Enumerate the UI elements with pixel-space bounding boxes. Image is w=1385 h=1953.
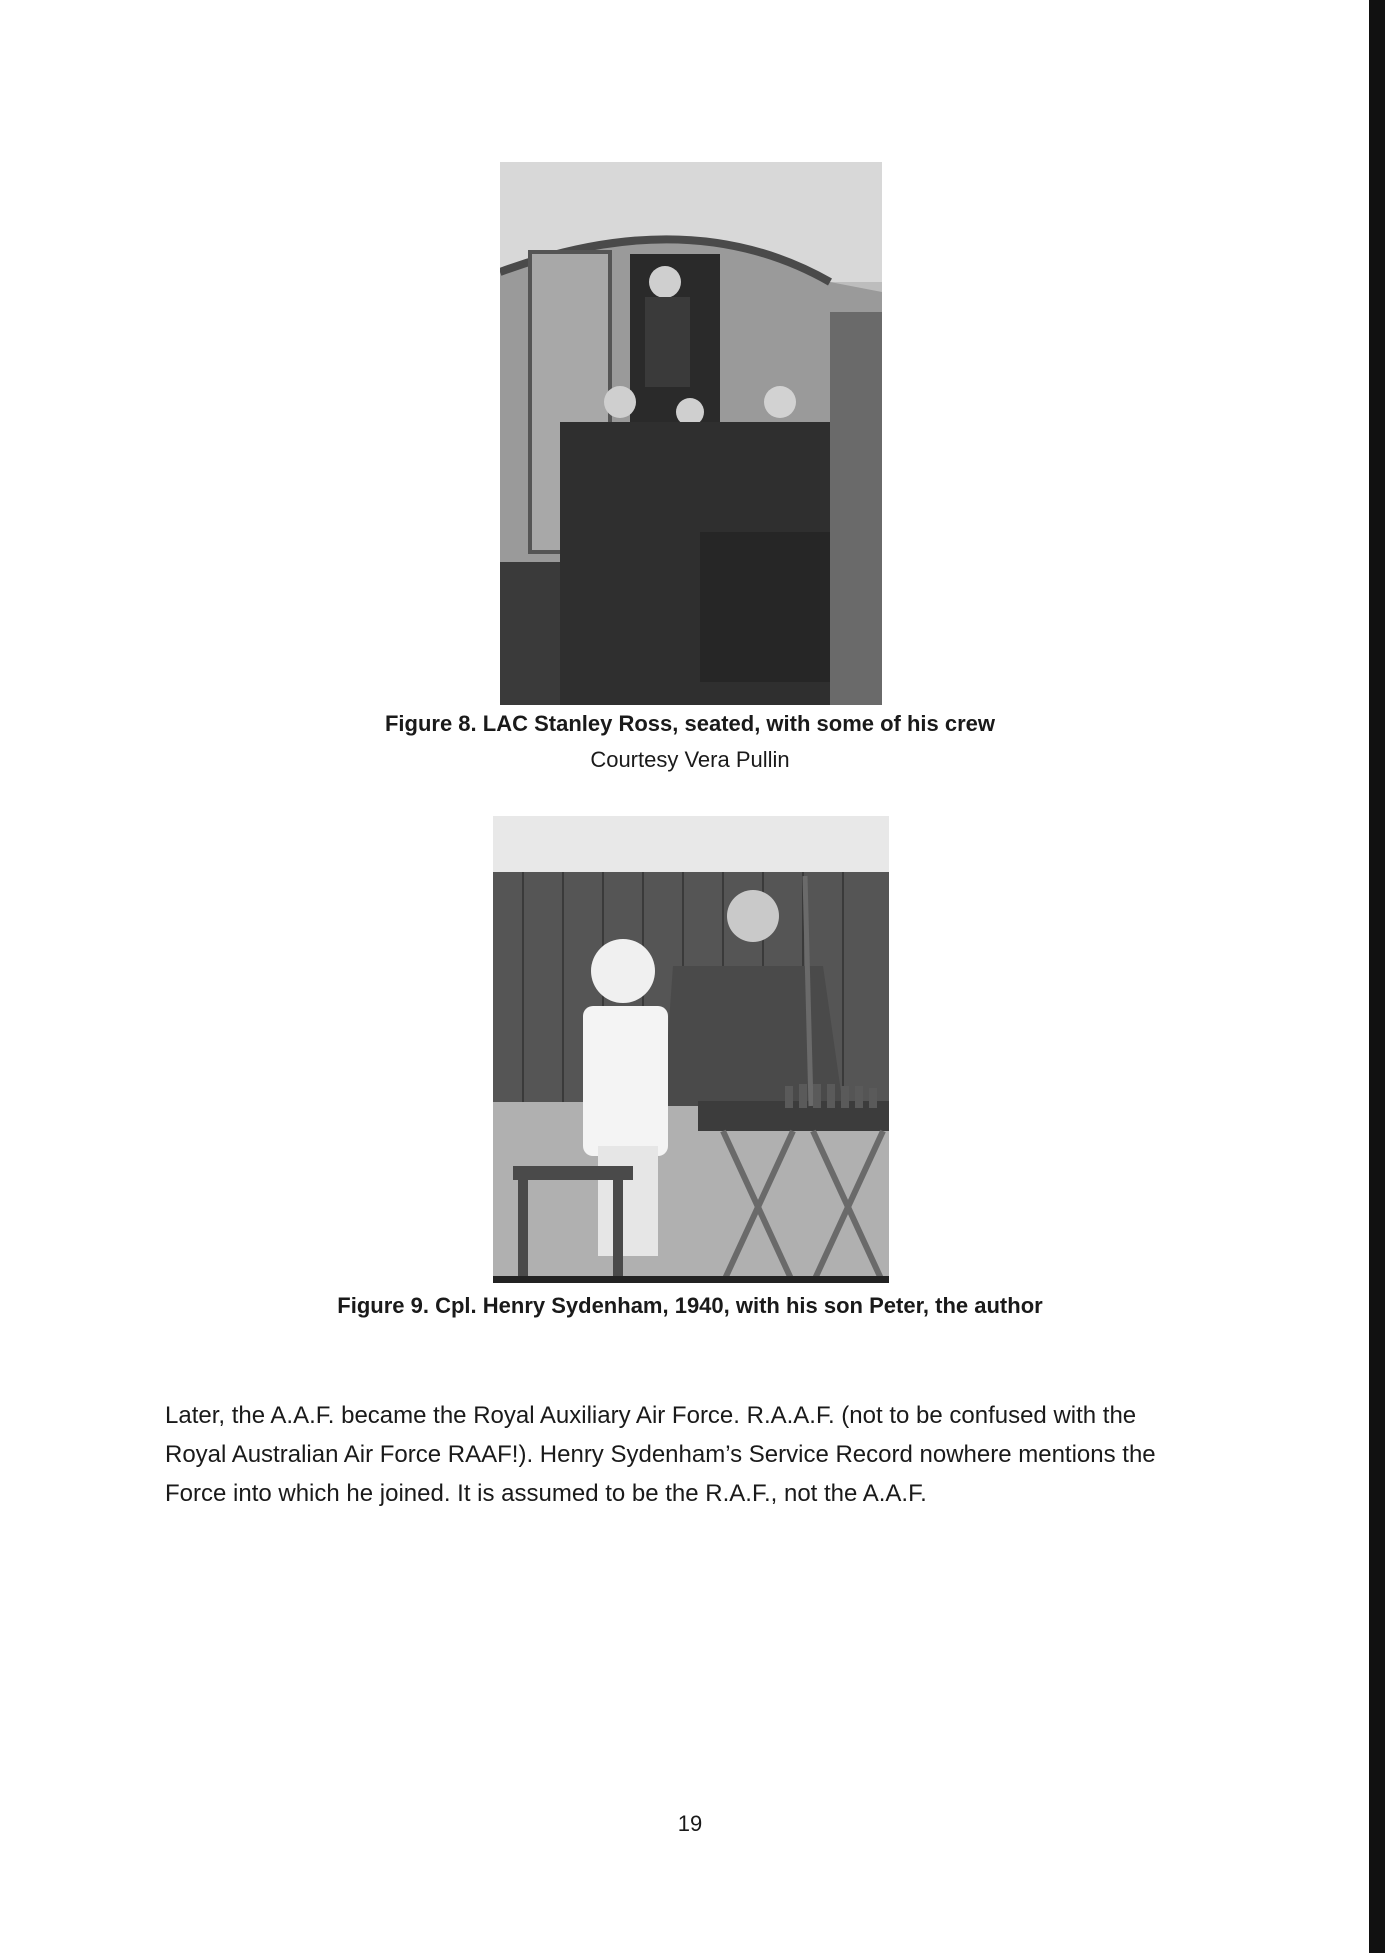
page-number: 19 xyxy=(677,1811,703,1836)
body-line: Force into which he joined. It is assumed to be the R.A.F., not the A.A.F. xyxy=(165,1480,927,1507)
body-paragraph xyxy=(165,1396,1225,1513)
body-line: Later, the A.A.F. became the Royal Auxiliary Air Force. R.A.A.F. (not to be confused with the xyxy=(165,1402,1137,1429)
figure-9-caption: Figure 9. Cpl. Henry Sydenham, 1940, with his son Peter, the author xyxy=(337,1293,1043,1318)
figure-8-caption: Figure 8. LAC Stanley Ross, seated, with some of his crew xyxy=(384,711,996,736)
page-edge-shadow xyxy=(1369,0,1385,1953)
figure-8-photo xyxy=(500,162,882,705)
figure-8-photo-image xyxy=(500,162,882,705)
body-line: Royal Australian Air Force RAAF!). Henry Sydenham’s Service Record nowhere mentions the xyxy=(165,1441,1156,1468)
figure-8-credit: Courtesy Vera Pullin xyxy=(590,747,790,772)
figure-9-photo xyxy=(493,816,889,1283)
figure-9-photo-image xyxy=(493,816,889,1283)
